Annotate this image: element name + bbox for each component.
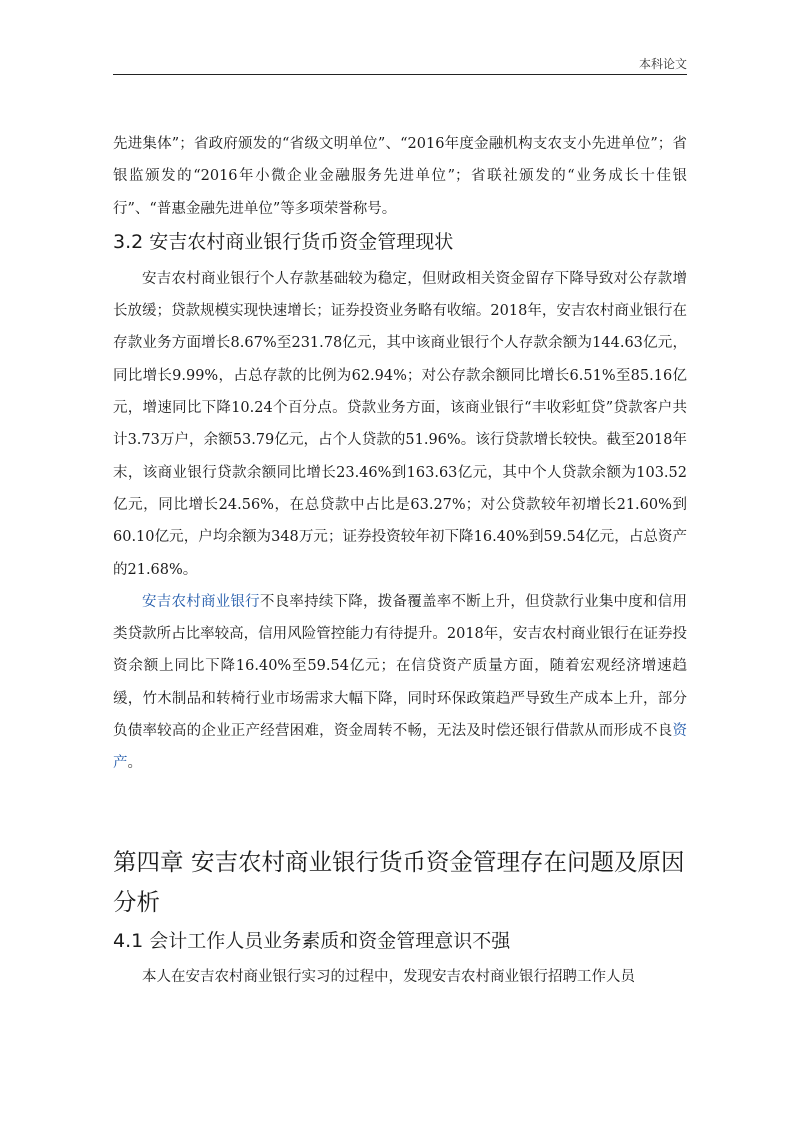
- assets-link[interactable]: 资产: [113, 723, 687, 772]
- paragraph-deposits-loans: 安吉农村商业银行个人存款基础较为稳定，但财政相关资金留存下降导致对公存款增长放缓；贷款规模实现快速增长；证券投资业务略有收缩。2018年，安吉农村商业银行在存款业务方面增长8.67%至231.78亿元，其中该商业银行个人存款余额为144.63亿元，同比增长9.99%，占总存款的比例为62.94%；对公存款余额同比增长6.51%至85.16亿元，增速同比下降10.24个百分点。贷款业务方面，该商业银行“丰收彩虹贷”贷款客户共计3.73万户，余额53.79亿元，占个人贷款的51.96%。该行贷款增长较快。截至2018年末，该商业银行贷款余额同比增长23.46%到163.63亿元，其中个人贷款余额为103.52亿元，同比增长24.56%，在总贷款中占比是63.27%；对公贷款较年初增长21.60%到60.10亿元，户均余额为348万元；证券投资较年初下降16.40%到59.54亿元，占总资产的21.68%。: [113, 270, 687, 578]
- page-body: [113, 128, 687, 993]
- paragraph-credit-risk-end: 。: [127, 755, 142, 772]
- intro-paragraph: 先进集体”；省政府颁发的“省级文明单位”、“2016年度金融机构支农支小先进单位”；省银监颁发的“2016年小微企业金融服务先进单位”；省联社颁发的“业务成长十佳银行”、“普惠金融先进单位”等多项荣誉称号。: [113, 136, 687, 217]
- chapter-heading-4: 第四章 安吉农村商业银行货币资金管理存在问题及原因分析: [113, 847, 685, 916]
- header-divider: [113, 74, 687, 75]
- section-heading-4-1: 4.1 会计工作人员业务素质和资金管理意识不强: [113, 929, 511, 952]
- paragraph-credit-risk: [113, 586, 687, 780]
- section-heading-3-2: 3.2 安吉农村商业银行货币资金管理现状: [113, 230, 454, 253]
- header-label: 本科论文: [638, 57, 687, 71]
- paragraph-credit-risk-text: 不良率持续下降，拨备覆盖率不断上升，但贷款行业集中度和信用类贷款所占比率较高，信用风险管控能力有待提升。2018年，安吉农村商业银行在证券投资余额上同比下降16.40%至59.54亿元；在信贷资产质量方面，随着宏观经济增速趋缓，竹木制品和转椅行业市场需求大幅下降，同时环保政策趋严导致生产成本上升，部分负债率较高的企业正产经营困难，资金周转不畅，无法及时偿还银行借款从而形成不良: [113, 593, 687, 740]
- bank-name-link[interactable]: 安吉农村商业银行: [142, 593, 260, 610]
- paragraph-4-1: 本人在安吉农村商业银行实习的过程中，发现安吉农村商业银行招聘工作人员: [142, 968, 635, 985]
